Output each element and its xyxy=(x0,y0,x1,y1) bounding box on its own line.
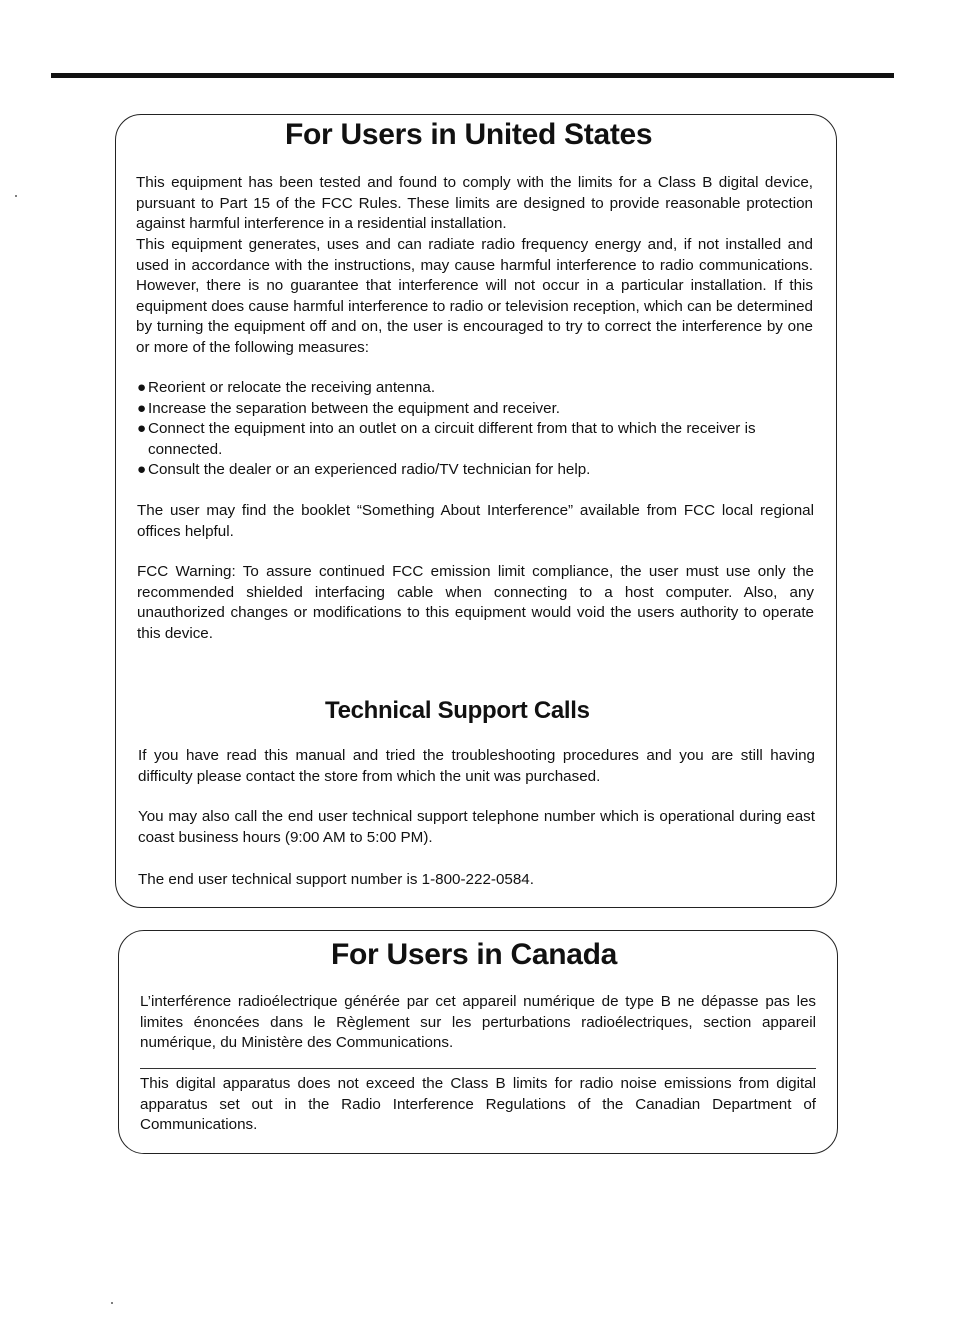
canada-heading: For Users in Canada xyxy=(331,938,618,971)
canada-english-paragraph: This digital apparatus does not exceed the Class B limits for radio noise emissions from digital apparatus set out in the Radio Interference Regulations of the Canadian Department of Communications. xyxy=(140,1075,816,1134)
canada-french-paragraph: L’interférence radioélectrique générée par cet appareil numérique de type B ne dépasse pas les limites énoncées dans le Règlement sur les perturbations radioélectriques, section appareil numérique, du Ministère des Communications. xyxy=(140,993,816,1052)
support-paragraph-store: If you have read this manual and tried the troubleshooting procedures and you are still having difficulty please contact the store from which the unit was purchased. xyxy=(138,747,815,785)
list-item xyxy=(137,399,815,420)
us-booklet-paragraph: The user may find the booklet “Something About Interference” available from FCC local regional offices helpful. xyxy=(137,502,814,540)
support-paragraph-hours: You may also call the end user technical support telephone number which is operational during east coast business hours (9:00 AM to 5:00 PM). xyxy=(138,808,815,846)
list-item xyxy=(137,378,815,399)
support-paragraph-number: The end user technical support number is 1-800-222-0584. xyxy=(138,871,534,888)
list-item-text: Reorient or relocate the receiving antenna. xyxy=(148,379,436,396)
list-item-text: Connect the equipment into an outlet on a circuit different from that to which the receiver is connected. xyxy=(148,420,756,458)
list-item-text: Consult the dealer or an experienced radio/TV technician for help. xyxy=(148,461,591,479)
us-interference-paragraph: This equipment generates, uses and can radiate radio frequency energy and, if not installed and used in accordance with the instructions, may cause harmful interference to radio communications. However, there is no guarantee that interference will not occur in a particular installation. If this equipment does cause harmful interference to radio or television reception, which can be determined by turning the equipment off and on, the user is encouraged to try to correct the interference by one or more of the following measures: xyxy=(136,236,813,356)
list-item-text: Increase the separation between the equipment and receiver. xyxy=(148,399,561,417)
bullet-icon: ● xyxy=(137,379,147,396)
bullet-icon: ● xyxy=(137,461,147,479)
us-heading: For Users in United States xyxy=(285,118,653,151)
fcc-warning-paragraph: FCC Warning: To assure continued FCC emission limit compliance, the user must use only the recommended shielded interfacing cable when connecting to a host computer. Also, any unauthorized changes or modifications to this equipment would void the users authority to operate this device. xyxy=(137,563,814,642)
scan-speck xyxy=(15,195,17,197)
support-heading: Technical Support Calls xyxy=(325,697,590,724)
us-intro-paragraph: This equipment has been tested and found to comply with the limits for a Class B digital device, pursuant to Part 15 of the FCC Rules. These limits are designed to provide reasonable protection against harmful interference in a residential installation. xyxy=(136,174,813,233)
us-measures-list xyxy=(137,378,815,481)
list-item xyxy=(137,460,815,481)
list-item xyxy=(137,419,815,460)
section-divider xyxy=(140,1068,816,1069)
top-rule xyxy=(51,73,894,78)
scan-speck xyxy=(111,1302,113,1304)
bullet-icon: ● xyxy=(137,420,147,438)
bullet-icon: ● xyxy=(137,399,147,417)
